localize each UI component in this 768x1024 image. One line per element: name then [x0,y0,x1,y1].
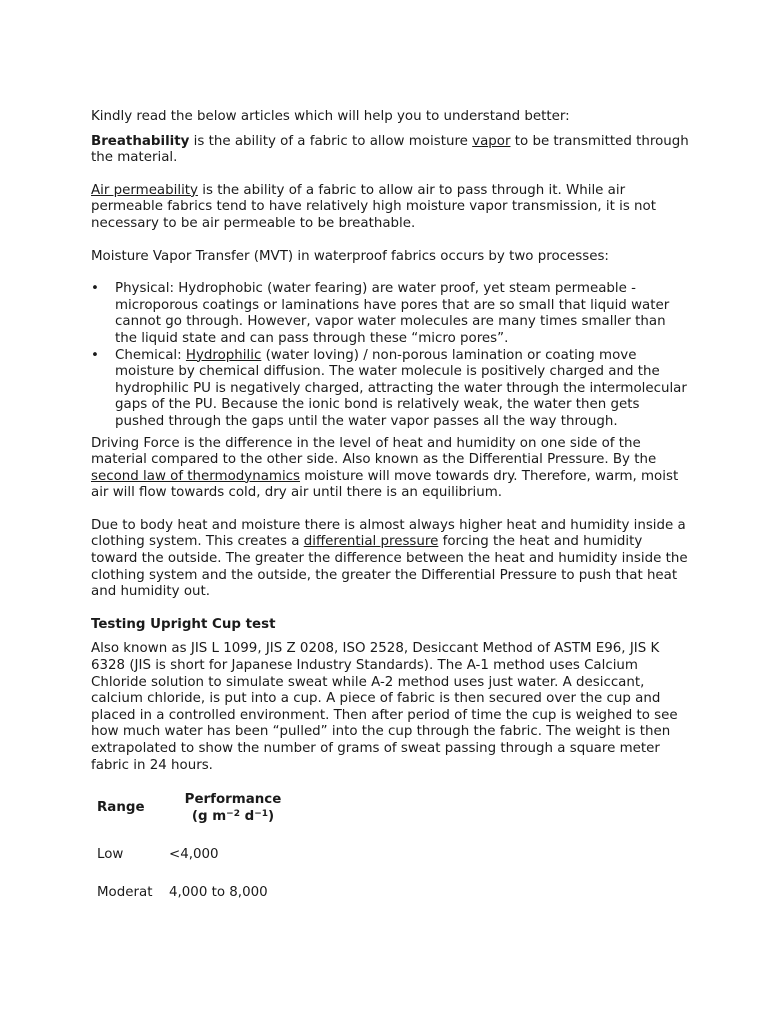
differential-pressure-link[interactable]: differential pressure [303,534,439,550]
vapor-link[interactable]: vapor [472,133,511,149]
bullet-glyph: • [91,281,99,297]
driving-force-text-end: moisture will move towards dry. Therefore, warm, moist air will flow towards cold, dry air until there is an equilibrium. [91,468,679,501]
air-permeability-paragraph [91,183,691,233]
unit-exponent: −2 [226,808,240,819]
physical-text: Physical: Hydrophobic (water fearing) are water proof, yet steam permeable - microporous coatings or laminations have pores that are so small that liquid water cannot go through. However, vapor water molecules are many times smaller than the liquid state and can pass through these “micro pores”. [115,281,670,346]
breathability-text: is the ability of a fabric to allow moisture [189,133,473,149]
table-cell-range: Moderat [97,884,153,900]
air-permeability-text: is the ability of a fabric to allow air to pass through it. While air permeable fabrics tend to have relatively high moisture vapor transmission, it is not necessary to be air permeable to be breathable. [91,182,656,231]
table-row [91,825,297,864]
driving-force-text: Driving Force is the difference in the level of heat and humidity on one side of the material compared to the other side. Also known as the Differential Pressure. By the [91,435,657,468]
driving-force-paragraph [91,436,691,502]
header-performance-unit [169,809,297,826]
table-cell-performance: <4,000 [169,847,219,863]
breathability-term: Breathability [91,133,190,149]
testing-heading: Testing Upright Cup test [91,616,276,632]
unit-part: d [239,808,255,824]
intro-text: Kindly read the below articles which will help you to understand better: [91,109,570,124]
performance-table [91,792,297,901]
air-permeability-link[interactable]: Air permeability [91,182,198,198]
chemical-text-end: (water loving) / non-porous lamination or coating move moisture by chemical diffusion. The water molecule is positively charged and the hydrophilic PU is negatively charged, attracting the water through the intermolecular gaps of the PU. Because the ionic bond is relatively weak, the water then gets pushed through the gaps until the water vapor passes all the way through. [115,347,687,429]
list-item-physical [91,281,691,347]
body-heat-paragraph [91,518,691,601]
header-performance [169,792,297,825]
table-header-row [91,792,297,825]
body-heat-text: Due to body heat and moisture there is almost always higher heat and humidity inside a clothing system. This creates a [91,517,686,550]
unit-exponent: −1 [254,808,269,819]
testing-paragraph: Also known as JIS L 1099, JIS Z 0208, ISO 2528, Desiccant Method of ASTM E96, JIS K 6328 (JIS is short for Japanese Industry Standards). The A-1 method uses Calcium Chloride solution to simulate sweat while A-2 method uses just water. A desiccant, calcium chloride, is put into a cup. A piece of fabric is then secured over the cup and placed in a controlled environment. Then after period of time the cup is weighed to see how much water has been “pulled” into the cup through the fabric. The weight is then extrapolated to show the number of grams of sweat passing through a square meter fabric in 24 hours. [91,641,678,773]
hydrophilic-link[interactable]: Hydrophilic [185,347,262,363]
bullet-glyph: • [91,347,99,363]
table-cell-range: Low [97,847,124,863]
mvt-paragraph: Moisture Vapor Transfer (MVT) in waterproof fabrics occurs by two processes: [91,248,609,264]
unit-part: ) [268,808,275,824]
table-row [91,864,297,902]
table-cell-performance: 4,000 to 8,000 [169,884,268,900]
body-heat-text-end: forcing the heat and humidity toward the outside. The greater the difference between the heat and humidity inside the clothing system and the outside, the greater the Differential Pressure to push that heat and humidity out. [91,534,688,600]
breathability-paragraph [91,134,691,167]
thermodynamics-link[interactable]: second law of thermodynamics [91,468,301,484]
breathability-text-end: to be transmitted through the material. [91,133,689,166]
mvt-process-list [91,281,691,430]
header-performance-label: Performance [184,792,282,808]
chemical-text: Chemical: [115,347,186,363]
unit-part: (g m [191,808,227,824]
document-body [91,109,691,902]
header-range: Range [97,800,145,816]
list-item-chemical [91,348,691,431]
